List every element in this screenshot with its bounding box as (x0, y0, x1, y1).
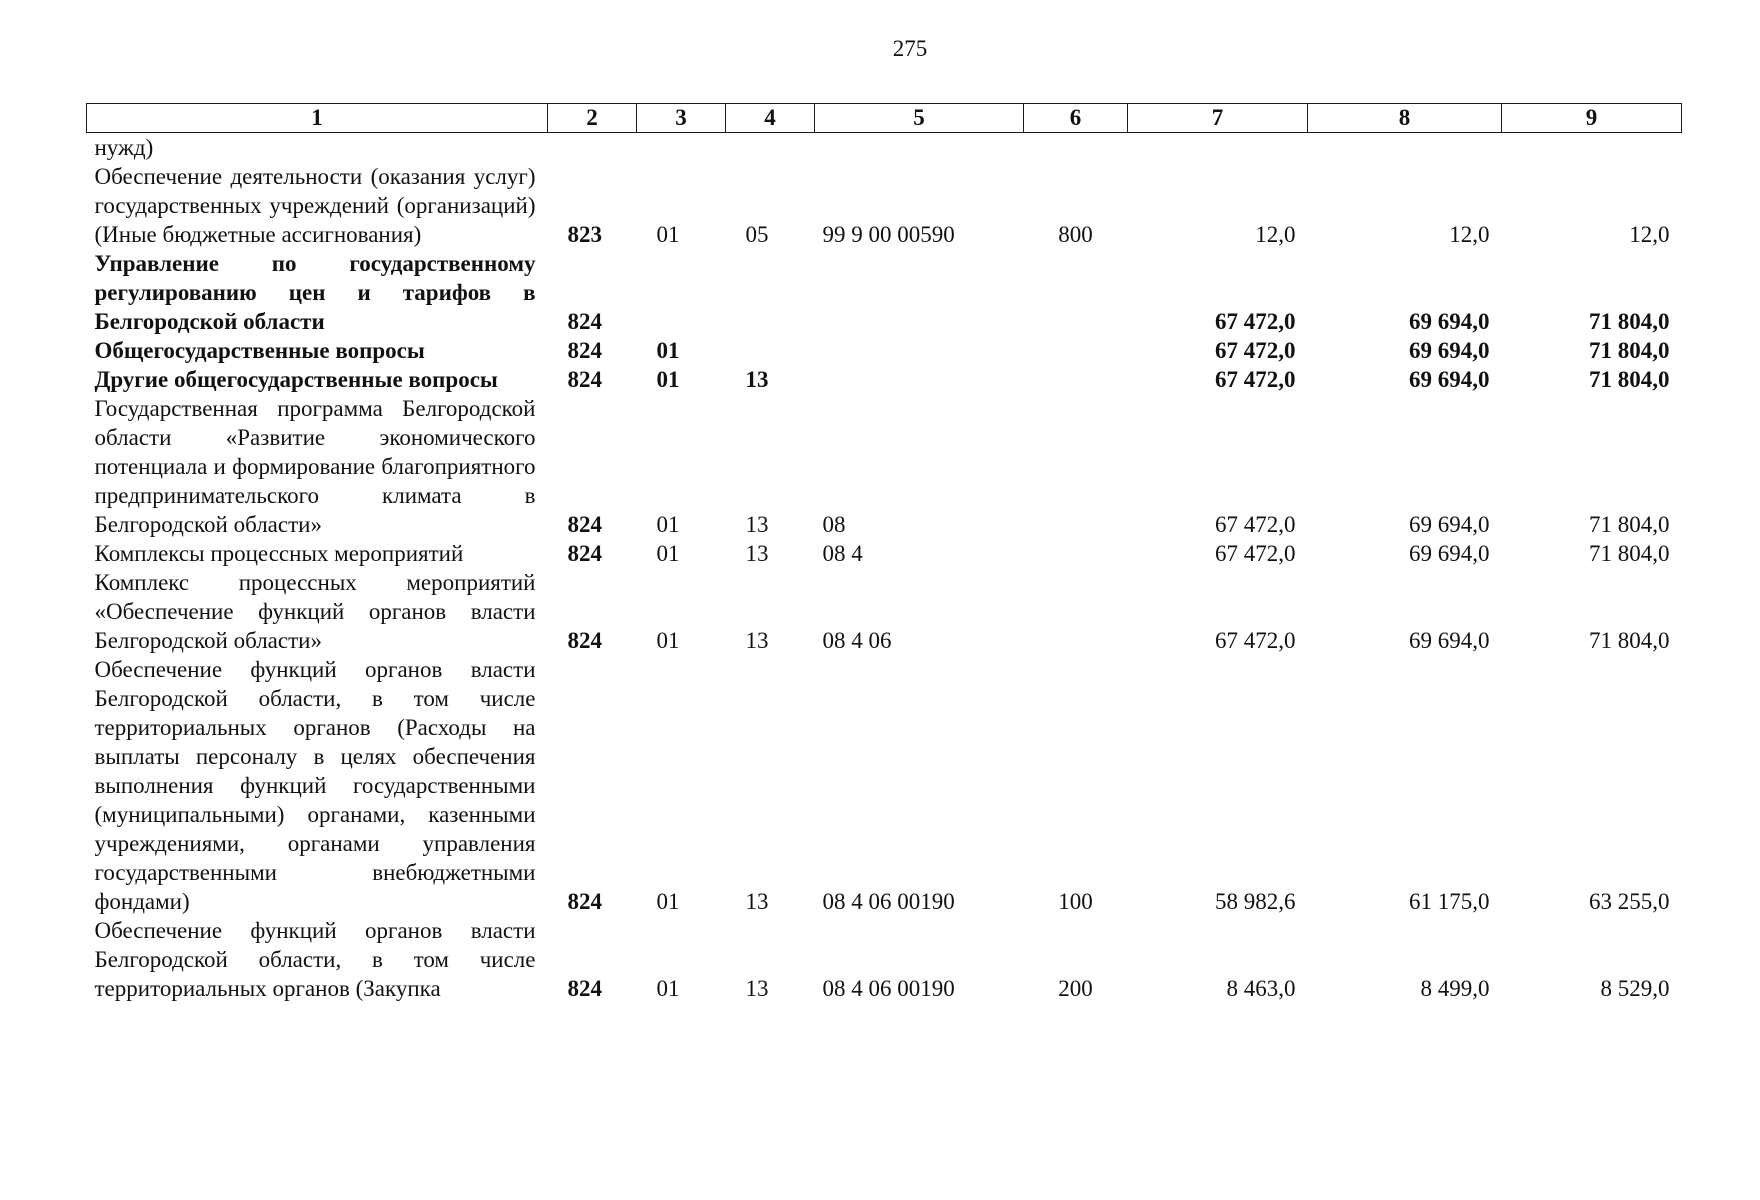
row-grbs-code: 824 (567, 889, 602, 914)
row-section-code: 01 (656, 338, 680, 363)
row-expense-type-code (1024, 336, 1128, 365)
table-row (87, 336, 1682, 365)
table-row (87, 539, 1682, 568)
row-target-item-code: 99 9 00 00590 (822, 222, 955, 247)
column-header: 7 (1128, 104, 1308, 133)
row-section-code: 01 (656, 541, 680, 566)
row-subsection-code: 13 (745, 512, 769, 537)
row-name: Обеспечение деятельности (оказания услуг) государственных учреждений (организаций) (Иные бюджетные ассигнования) (94, 164, 536, 247)
column-header: 3 (637, 104, 726, 133)
row-subsection-code (726, 249, 815, 336)
row-amount-col8: 69 694,0 (1409, 309, 1490, 334)
row-target-item-code: 08 4 06 00190 (822, 889, 955, 914)
row-expense-type-code: 200 (1058, 976, 1093, 1001)
column-header: 1 (87, 104, 548, 133)
row-amount-col9: 8 529,0 (1600, 976, 1670, 1001)
row-expense-type-code: 800 (1058, 222, 1093, 247)
table-body (87, 133, 1682, 1004)
row-target-item-code (815, 336, 1024, 365)
row-amount-col8: 61 175,0 (1409, 889, 1490, 914)
row-section-code (637, 249, 726, 336)
row-target-item-code (815, 249, 1024, 336)
column-header: 5 (815, 104, 1024, 133)
row-target-item-code: 08 4 06 00190 (822, 976, 955, 1001)
row-expense-type-code (1024, 568, 1128, 655)
column-header: 4 (726, 104, 815, 133)
row-amount-col7: 67 472,0 (1215, 338, 1296, 363)
row-amount-col9: 63 255,0 (1589, 889, 1670, 914)
row-grbs-code: 824 (567, 976, 602, 1001)
table-row (87, 394, 1682, 539)
row-amount-col7: 67 472,0 (1215, 541, 1296, 566)
row-grbs-code: 823 (567, 222, 602, 247)
row-section-code (637, 133, 726, 163)
table-row (87, 162, 1682, 249)
row-amount-col9: 12,0 (1629, 222, 1670, 247)
row-amount-col7: 67 472,0 (1215, 512, 1296, 537)
column-header: 9 (1502, 104, 1682, 133)
row-section-code: 01 (656, 628, 680, 653)
row-target-item-code (815, 365, 1024, 394)
row-amount-col9: 71 804,0 (1589, 512, 1670, 537)
row-subsection-code: 13 (745, 541, 769, 566)
row-name: Государственная программа Белгородской области «Развитие экономического потенциала и формирование благоприятного предпринимательского климата в Белгородской области» (94, 396, 536, 537)
page-number: 275 (892, 36, 928, 61)
row-expense-type-code (1024, 539, 1128, 568)
table-row (87, 365, 1682, 394)
row-amount-col8: 69 694,0 (1409, 367, 1490, 392)
row-expense-type-code (1024, 394, 1128, 539)
row-target-item-code (815, 133, 1024, 163)
row-section-code: 01 (656, 222, 680, 247)
row-subsection-code: 13 (745, 367, 769, 392)
row-amount-col8: 8 499,0 (1420, 976, 1490, 1001)
row-amount-col7: 12,0 (1255, 222, 1296, 247)
row-amount-col7: 67 472,0 (1215, 309, 1296, 334)
row-amount-col7: 58 982,6 (1215, 889, 1296, 914)
row-grbs-code (548, 133, 637, 163)
row-grbs-code: 824 (567, 367, 602, 392)
row-grbs-code: 824 (567, 338, 602, 363)
row-expense-type-code (1024, 133, 1128, 163)
table-row (87, 133, 1682, 163)
column-header: 2 (548, 104, 637, 133)
row-amount-col8: 69 694,0 (1409, 628, 1490, 653)
row-target-item-code: 08 4 06 (822, 628, 892, 653)
row-amount-col9: 71 804,0 (1589, 309, 1670, 334)
row-amount-col8: 12,0 (1449, 222, 1490, 247)
row-expense-type-code: 100 (1058, 889, 1093, 914)
row-name: Комплексы процессных мероприятий (94, 541, 464, 566)
row-amount-col9 (1502, 133, 1682, 163)
row-target-item-code: 08 (822, 512, 846, 537)
column-header: 6 (1024, 104, 1128, 133)
row-amount-col7: 67 472,0 (1215, 367, 1296, 392)
row-amount-col7: 8 463,0 (1226, 976, 1296, 1001)
budget-table (86, 103, 1682, 1003)
row-grbs-code: 824 (567, 541, 602, 566)
row-section-code: 01 (656, 976, 680, 1001)
row-grbs-code: 824 (567, 309, 602, 334)
table-row (87, 655, 1682, 916)
table-row (87, 916, 1682, 1003)
row-subsection-code (726, 336, 815, 365)
row-name: нужд) (94, 135, 154, 160)
row-amount-col9: 71 804,0 (1589, 367, 1670, 392)
table-header-row (87, 104, 1682, 133)
row-section-code: 01 (656, 367, 680, 392)
table-row (87, 568, 1682, 655)
row-amount-col8: 69 694,0 (1409, 338, 1490, 363)
row-grbs-code: 824 (567, 628, 602, 653)
row-subsection-code: 13 (745, 976, 769, 1001)
row-amount-col9: 71 804,0 (1589, 541, 1670, 566)
row-name: Обеспечение функций органов власти Белгородской области, в том числе территориальных органов (Расходы на выплаты персоналу в целях обеспечения выполнения функций государственными (муниципальными) органами, казенными учреждениями, органами управления государственными внебюджетными фондами) (94, 657, 536, 914)
row-name: Комплекс процессных мероприятий «Обеспечение функций органов власти Белгородской области» (94, 570, 536, 653)
row-subsection-code: 13 (745, 628, 769, 653)
row-amount-col8 (1308, 133, 1502, 163)
row-expense-type-code (1024, 365, 1128, 394)
row-section-code: 01 (656, 512, 680, 537)
row-target-item-code: 08 4 (822, 541, 863, 566)
row-expense-type-code (1024, 249, 1128, 336)
row-name: Другие общегосударственные вопросы (94, 367, 498, 392)
row-subsection-code: 13 (745, 889, 769, 914)
row-subsection-code (726, 133, 815, 163)
row-name: Общегосударственные вопросы (94, 338, 425, 363)
row-amount-col9: 71 804,0 (1589, 338, 1670, 363)
row-section-code: 01 (656, 889, 680, 914)
table-row (87, 249, 1682, 336)
row-amount-col9: 71 804,0 (1589, 628, 1670, 653)
row-amount-col7: 67 472,0 (1215, 628, 1296, 653)
row-name: Управление по государственному регулированию цен и тарифов в Белгородской области (94, 251, 536, 334)
column-header: 8 (1308, 104, 1502, 133)
row-subsection-code: 05 (745, 222, 769, 247)
row-grbs-code: 824 (567, 512, 602, 537)
row-name: Обеспечение функций органов власти Белгородской области, в том числе территориальных органов (Закупка (94, 918, 536, 1001)
row-amount-col7 (1128, 133, 1308, 163)
row-amount-col8: 69 694,0 (1409, 512, 1490, 537)
row-amount-col8: 69 694,0 (1409, 541, 1490, 566)
